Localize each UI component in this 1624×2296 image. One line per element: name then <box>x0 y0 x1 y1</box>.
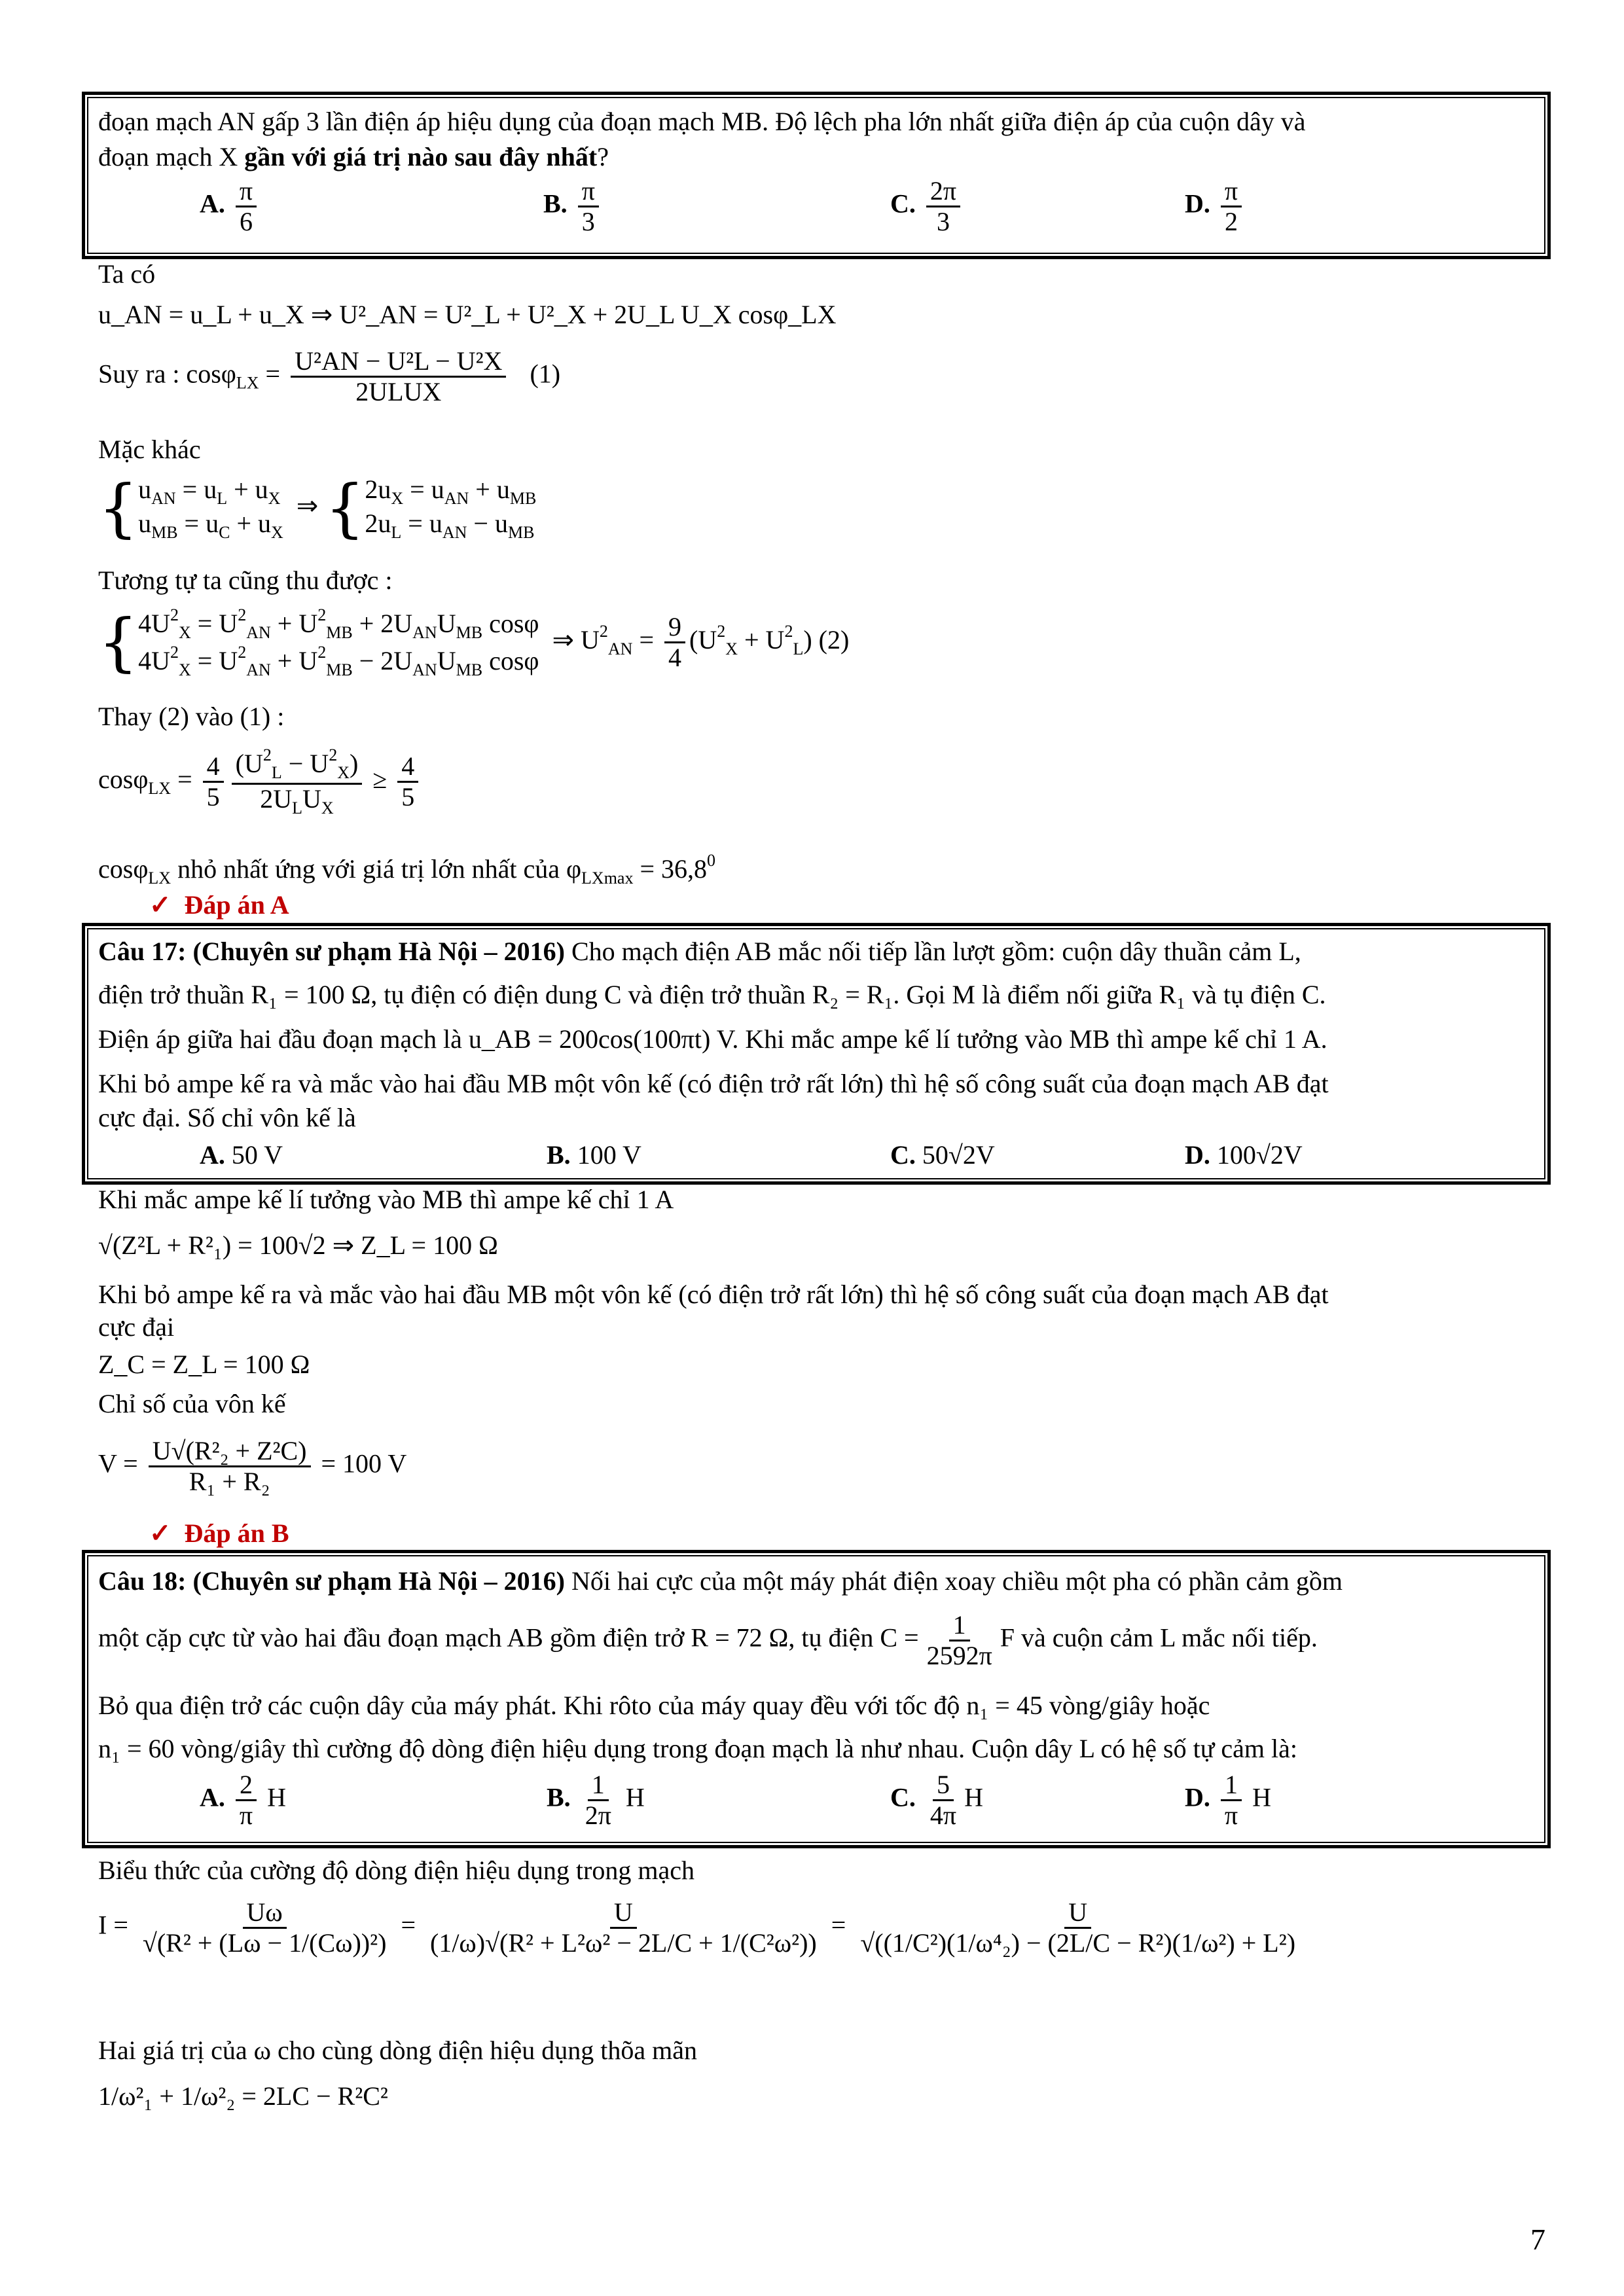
q18-option-d[interactable]: D. $\frac{1}{\pi}$ H <box>1185 1770 1271 1830</box>
question-box-16 <box>82 92 1551 259</box>
sol16-eq5: cosφ$_{LX}$ = $\frac{4}{5}$ $\frac{(U^2_L - U^2_X)}{2U_LU_X}$ ≥ $\frac{4}{5}$ <box>98 746 422 817</box>
sol16-system-1: { $u_{AN} = u_L + u_X$ $u_{MB} = u_C + u_X$ ⇒ { $2u_X = u_{AN} + u_{MB}$ $2u_L = u_{AN} - u_{MB}$ <box>98 471 537 545</box>
option-d[interactable]: D. $\frac{\pi}{2}$ <box>1185 177 1246 236</box>
q18-option-b[interactable]: B. $\frac{1}{2\pi}$ H <box>547 1770 645 1830</box>
sol18-current-expression: I = $\frac{U\omega}{\text{√(R² + (Lω − 1/(Cω))²)}}$ = $\frac{U}{\text{(1/ω)√(R² + L²ω² − 2L/C + 1/(C²ω²))}}$ = $\frac{U}{\text{√((1/C²)(1/ω⁴₂) − (2L/C − R²)(1/ω²) + L²)}}$ <box>98 1897 1296 1958</box>
sol16-mac-khac: Mặc khác <box>98 435 201 464</box>
check-icon: ✓ <box>149 1518 171 1548</box>
q18-line-3: Bỏ qua điện trở các cuộn dây của máy phát. Khi rôto của máy quay đều với tốc độ n₁ = 45 vòng/giây hoặc <box>98 1691 1210 1720</box>
option-c[interactable]: C. $\frac{2\pi}{3}$ <box>890 177 964 236</box>
sol17-line-3: Khi bỏ ampe kế ra và mắc vào hai đầu MB một vôn kế (có điện trở rất lớn) thì hệ số công suất của đoạn mạch AB đạt <box>98 1280 1329 1309</box>
option-a[interactable]: A. $\frac{\pi}{6}$ <box>200 177 261 236</box>
sol16-ta-co: Ta có <box>98 259 156 289</box>
q18-line-4: n₁ = 60 vòng/giây thì cường độ dòng điện hiệu dụng trong đoạn mạch là như nhau. Cuộn dây L có hệ số tự cảm là: <box>98 1734 1297 1763</box>
sol17-answer: ✓ Đáp án B <box>149 1518 289 1548</box>
q17-option-b[interactable]: B. 100 V <box>547 1140 641 1170</box>
q17-line-1: Câu 17: (Chuyên sư phạm Hà Nội – 2016) Cho mạch điện AB mắc nối tiếp lần lượt gồm: cuộn dây thuần cảm L, <box>98 937 1301 966</box>
sol18-line-1: Biểu thức của cường độ dòng điện hiệu dụng trong mạch <box>98 1856 695 1885</box>
q18-option-c[interactable]: C. $\frac{5}{4\pi}$ H <box>890 1770 983 1830</box>
sol17-line-7: V = $\frac{\text{U√(R²₂ + Z²C)}}{\text{R₁ + R₂}}$ = 100 V <box>98 1436 407 1496</box>
sol17-line-1: Khi mắc ampe kế lí tưởng vào MB thì ampe kế chỉ 1 A <box>98 1185 674 1214</box>
q18-line-2: một cặp cực từ vào hai đầu đoạn mạch AB gồm điện trở R = 72 Ω, tụ điện C = $\frac{1}{2592\pi}$ F và cuộn cảm L mắc nối tiếp. <box>98 1610 1318 1670</box>
sol16-conclusion: cosφ$_{LX}$ nhỏ nhất ứng với giá trị lớn nhất của $\varphi_{LXmax} = 36,8^0$ <box>98 851 716 888</box>
question-16-emphasis: gần với giá trị nào sau đây nhất <box>244 142 598 171</box>
sol17-line-6: Chỉ số của vôn kế <box>98 1389 286 1418</box>
q17-line-2: điện trở thuần R₁ = 100 Ω, tụ điện có điện dung C và điện trở thuần R₂ = R₁. Gọi M là điểm nối giữa R₁ và tụ điện C. <box>98 980 1326 1009</box>
q18-option-a[interactable]: A. $\frac{2}{\pi}$ H <box>200 1770 286 1830</box>
question-16-line-2: đoạn mạch X gần với giá trị nào sau đây nhất? <box>98 142 609 171</box>
q17-line-3: Điện áp giữa hai đầu đoạn mạch là u_AB = 200cos(100πt) V. Khi mắc ampe kế lí tưởng vào MB thì ampe kế chỉ 1 A. <box>98 1024 1327 1054</box>
sol17-line-2: √(Z²L + R²₁) = 100√2 ⇒ Z_L = 100 Ω <box>98 1230 498 1260</box>
sol16-tuong-tu: Tương tự ta cũng thu được : <box>98 565 393 595</box>
question-box-17 <box>82 923 1551 1185</box>
q17-option-a[interactable]: A. 50 V <box>200 1140 283 1170</box>
q17-option-c[interactable]: C. 50√2V <box>890 1140 995 1170</box>
sol16-eq2: Suy ra : cosφ$_{LX}$ = $\frac{\text{U²AN − U²L − U²X}}{\text{2ULUX}}$ (1) <box>98 346 561 406</box>
sol16-eq1: u_AN = u_L + u_X ⇒ U²_AN = U²_L + U²_X + 2U_L U_X cosφ_LX <box>98 300 837 329</box>
q17-line-4: Khi bỏ ampe kế ra và mắc vào hai đầu MB một vôn kế (có điện trở rất lớn) thì hệ số công suất của đoạn mạch AB đạt <box>98 1069 1329 1098</box>
check-icon: ✓ <box>149 890 171 920</box>
sol16-thay: Thay (2) vào (1) : <box>98 702 285 731</box>
option-b[interactable]: B. $\frac{\pi}{3}$ <box>543 177 603 236</box>
sol17-line-4: cực đại <box>98 1312 175 1342</box>
sol18-line-3: 1/ω²₁ + 1/ω²₂ = 2LC − R²C² <box>98 2081 388 2111</box>
sol16-system-2: { $4U^2_X = U^2_{AN} + U^2_{MB} + 2U_{AN}U_{MB}$ cosφ $4U^2_X = U^2_{AN} + U^2_{MB} - 2U_{AN}U_{MB}$ cosφ ⇒ $U^2_{AN}$ = $\frac{9}{4}$ $(U^2_X + U^2_L)$ (2) <box>98 605 850 679</box>
question-16-line-1: đoạn mạch AN gấp 3 lần điện áp hiệu dụng của đoạn mạch MB. Độ lệch pha lớn nhất giữa điện áp của cuộn dây và <box>98 107 1306 136</box>
q18-line-1: Câu 18: (Chuyên sư phạm Hà Nội – 2016) Nối hai cực của một máy phát điện xoay chiều một pha có phần cảm gồm <box>98 1566 1343 1596</box>
sol18-line-2: Hai giá trị của ω cho cùng dòng điện hiệu dụng thõa mãn <box>98 2036 697 2065</box>
sol17-line-5: Z_C = Z_L = 100 Ω <box>98 1350 310 1379</box>
page-number: 7 <box>1530 2223 1545 2256</box>
sol16-answer: ✓ Đáp án A <box>149 890 289 920</box>
q17-option-d[interactable]: D. 100√2V <box>1185 1140 1303 1170</box>
q17-line-5: cực đại. Số chỉ vôn kế là <box>98 1103 356 1132</box>
question-box-18 <box>82 1550 1551 1848</box>
